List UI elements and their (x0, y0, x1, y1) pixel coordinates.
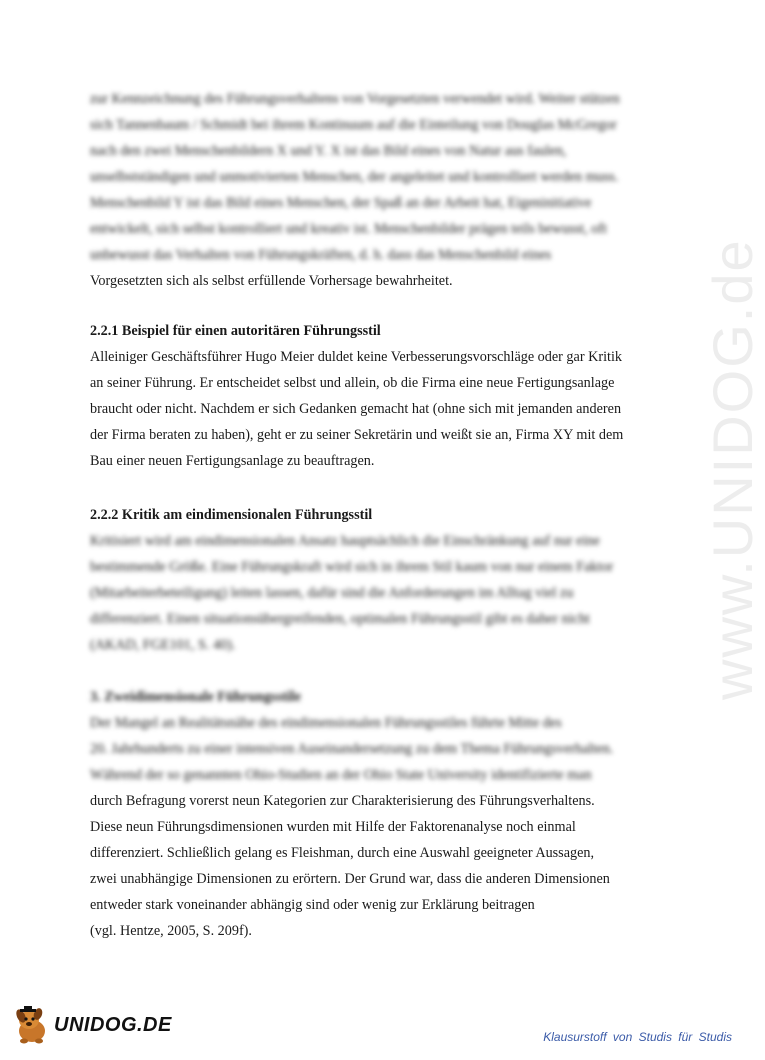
paragraph-line: der Firma beraten zu haben), geht er zu seiner Sekretärin und weißt sie an, Firma XY mit dem (90, 427, 624, 443)
unidog-logo[interactable] (12, 1005, 172, 1045)
blurred-line: zur Kennzeichnung des Führungsverhaltens von Vorgesetzten verwendet wird. Weiter stützen (90, 91, 620, 107)
paragraph-line: (vgl. Hentze, 2005, S. 209f). (90, 923, 252, 939)
blurred-line: (Mitarbeiterbeteiligung) leiten lassen, dafür sind die Anforderungen im Alltag viel zu (90, 585, 574, 601)
section-heading: 2.2.1 Beispiel für einen autoritären Führungsstil (90, 323, 381, 339)
blurred-line: Kritisiert wird am eindimensionalen Ansatz hauptsächlich die Einschränkung auf nur eine (90, 533, 600, 549)
blurred-line: (AKAD, FGE101, S. 40). (90, 637, 236, 653)
intro-paragraph (90, 86, 670, 294)
dog-mascot-icon (12, 1005, 52, 1045)
blurred-line: bestimmende Größe. Eine Führungskraft wird sich in ihrem Stil kaum von nur einem Faktor (90, 559, 614, 575)
paragraph-line: Diese neun Führungsdimensionen wurden mit Hilfe der Faktorenanalyse noch einmal (90, 819, 576, 835)
paragraph-line: differenziert. Schließlich gelang es Fleishman, durch eine Auswahl geeigneter Aussagen, (90, 845, 595, 861)
paragraph-line: durch Befragung vorerst neun Kategorien zur Charakterisierung des Führungsverhaltens. (90, 793, 595, 809)
section-heading: 3. Zweidimensionale Führungsstile (90, 689, 301, 705)
blurred-line: Der Mangel an Realitätsnähe des eindimensionalen Führungsstiles führte Mitte des (90, 715, 562, 731)
footer-slogan: Klausurstoff von Studis für Studis (543, 1030, 732, 1044)
paragraph-line: entweder stark voneinander abhängig sind oder wenig zur Erklärung beitragen (90, 897, 535, 913)
section-2-2-1 (90, 318, 670, 474)
section-2-2-2 (90, 502, 670, 658)
logo-text: UNIDOG.DE (54, 1013, 172, 1036)
section-3 (90, 684, 670, 944)
blurred-line: unselbstständigen und unmotivierten Menschen, der angeleitet und kontrolliert werden muss. (90, 169, 619, 185)
paragraph-line: zwei unabhängige Dimensionen zu erörtern. Der Grund war, dass die anderen Dimensionen (90, 871, 610, 887)
paragraph-line: braucht oder nicht. Nachdem er sich Gedanken gemacht hat (ohne sich mit jemanden anderen (90, 401, 622, 417)
watermark: www.UNIDOG.de (701, 238, 764, 700)
blurred-line: Während der so genannten Ohio-Studien an der Ohio State University identifizierte man (90, 767, 592, 783)
blurred-line: 20. Jahrhunderts zu einer intensiven Auseinandersetzung zu dem Thema Führungsverhalten. (90, 741, 614, 757)
paragraph-line: Alleiniger Geschäftsführer Hugo Meier duldet keine Verbesserungsvorschläge oder gar Kritik (90, 349, 622, 365)
blurred-line: unbewusst das Verhalten von Führungskräften, d. h. dass das Menschenbild eines (90, 247, 552, 263)
blurred-line: differenziert. Einen situationsübergreifenden, optimalen Führungsstil gibt es daher nicht (90, 611, 590, 627)
paragraph-line: Bau einer neuen Fertigungsanlage zu beauftragen. (90, 453, 375, 469)
blurred-line: Menschenbild Y ist das Bild eines Menschen, der Spaß an der Arbeit hat, Eigeninitiative (90, 195, 592, 211)
blurred-line: nach den zwei Menschenbildern X und Y. X ist das Bild eines von Natur aus faulen, (90, 143, 567, 159)
blurred-line: entwickelt, sich selbst kontrolliert und kreativ ist. Menschenbilder prägen teils bewusst, oft (90, 221, 607, 237)
section-heading: 2.2.2 Kritik am eindimensionalen Führungsstil (90, 507, 373, 523)
blurred-line: sich Tannenbaum / Schmidt bei ihrem Kontinuum auf die Einteilung von Douglas McGregor (90, 117, 617, 133)
paragraph-line: Vorgesetzten sich als selbst erfüllende Vorhersage bewahrheitet. (90, 273, 453, 289)
paragraph-line: an seiner Führung. Er entscheidet selbst und allein, ob die Firma eine neue Fertigungsanlage (90, 375, 615, 391)
